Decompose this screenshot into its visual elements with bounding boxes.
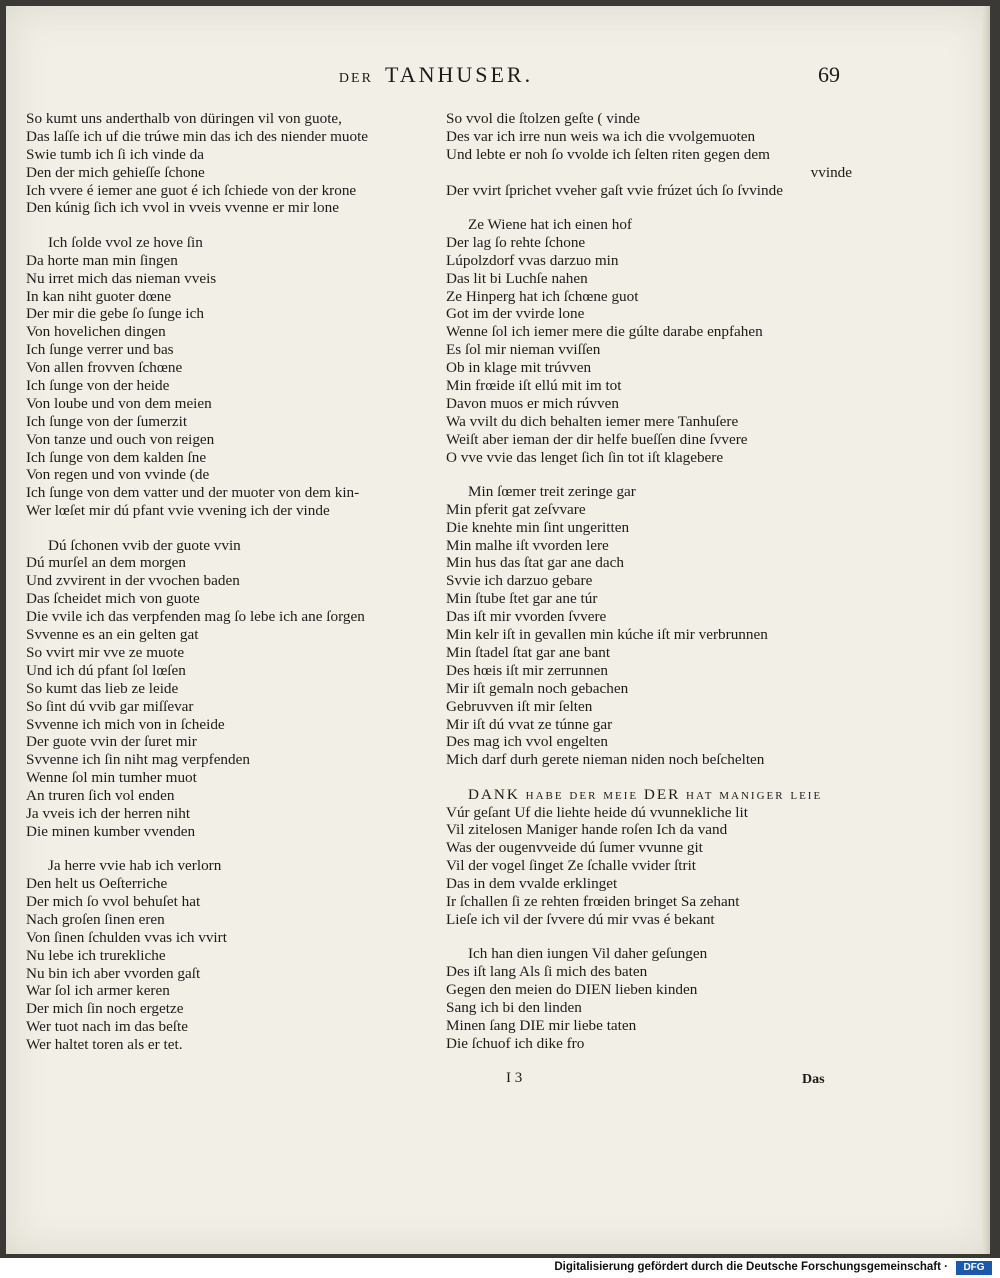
stanza (26, 234, 438, 520)
verse-line: Ze Wiene hat ich einen hof (468, 215, 632, 233)
verse-line: Ja vveis ich der herren niht (26, 804, 191, 822)
verse-line: Von hovelichen dingen (26, 323, 166, 341)
verse-line: Weiſt aber ieman der dir helfe bueſſen dine ſvvere (446, 430, 748, 448)
verse-line: Min hus das ſtat gar ane dach (446, 554, 624, 572)
verse-line: Den kúnig ſich ich vvol in vveis vvenne er mir lone (26, 199, 339, 217)
verse-line: Min ſtadel ſtat gar ane bant (446, 643, 611, 661)
verse-line: Svvenne ich ſin niht mag verpfenden (26, 751, 250, 769)
verse-line: Vil zitelosen Maniger hande roſen Ich da vand (446, 821, 728, 839)
verse-line: Gebruvven iſt mir ſelten (446, 697, 593, 715)
verse-line: Von tanze und ouch von reigen (26, 430, 215, 448)
verse-line: So vvirt mir vve ze muote (26, 643, 185, 661)
verse-line: Vil der vogel ſinget Ze ſchalle vvider ſtrit (446, 857, 697, 875)
verse-line: Von ſinen ſchulden vvas ich vvirt (26, 928, 227, 946)
verse-line: Das in dem vvalde erklinget (446, 875, 618, 893)
verse-line: Min malhe iſt vvorden lere (446, 536, 609, 554)
verse-line: Der mich ſo vvol behuſet hat (26, 893, 201, 911)
stanza (446, 483, 858, 769)
verse-line: Wer lœſet mir dú pfant vvie vvening ich der vinde (26, 502, 330, 520)
verse-line: Von loube und von dem meien (26, 394, 212, 412)
verse-line: Ze Hinperg hat ich ſchœne guot (446, 287, 639, 305)
verse-line: Lúpolzdorf vvas darzuo min (446, 251, 619, 269)
stanza (446, 216, 858, 466)
verse-line: Dú ſchonen vvib der guote vvin (48, 536, 241, 554)
verse-line: Nu lebe ich trurekliche (26, 946, 166, 964)
verse-line: Ir ſchallen ſi ze rehten frœiden bringet Sa zehant (446, 893, 740, 911)
stanza (446, 786, 858, 929)
verse-line: Svvenne ich mich von in ſcheide (26, 715, 225, 733)
footer-bar (0, 1258, 1000, 1278)
verse-line: O vve vvie das lenget ſich ſin tot iſt klagebere (446, 448, 724, 466)
verse-line: So ſint dú vvib gar miſſevar (26, 697, 194, 715)
verse-line: Nu irret mich das nieman vveis (26, 269, 217, 287)
verse-line: Der vvirt ſprichet vveher gaſt vvie frúzet úch ſo ſvvinde (446, 181, 783, 199)
verse-line: Min pferit gat zeſvvare (446, 500, 586, 518)
verse-line: Wenne ſol ich iemer mere die gúlte darabe enpfahen (446, 323, 763, 341)
verse-line: Min ſtube ſtet gar ane túr (446, 590, 598, 608)
verse-line: vvinde (810, 163, 852, 181)
verse-line: So kumt uns anderthalb von düringen vil von guote, (26, 110, 342, 127)
verse-line: Die vvile ich das verpfenden mag ſo lebe ich ane ſorgen (26, 608, 365, 626)
verse-line: Der mich ſin noch ergetze (26, 1000, 184, 1018)
verse-line: Mir iſt gemaln noch gebachen (446, 679, 629, 697)
verse-line: Ich ſunge von dem vatter und der muoter von dem kin- (26, 484, 360, 502)
verse-line: Ich ſunge von der ſumerzit (26, 412, 188, 430)
stanza (26, 857, 438, 1054)
verse-line: Der mir die gebe ſo ſunge ich (26, 305, 204, 323)
verse-line: Got im der vvirde lone (446, 305, 585, 323)
stanza (446, 945, 858, 1052)
verse-line: Wer tuot nach im das beſte (26, 1018, 188, 1036)
verse-line: Wa vvilt du dich behalten iemer mere Tanhuſere (446, 412, 739, 430)
verse-line: Ich ſolde vvol ze hove ſin (48, 233, 203, 251)
stanza (26, 110, 438, 217)
verse-line: Mich darf durh gerete nieman niden noch beſchelten (446, 751, 765, 769)
footer-credit: Digitalisierung gefördert durch die Deutsche Forschungsgemeinschaft · (554, 1261, 948, 1273)
running-head (306, 62, 566, 88)
catchword: Das (802, 1072, 825, 1087)
verse-line: Des mag ich vvol engelten (446, 733, 608, 751)
verse-line: Des var ich irre nun weis wa ich die vvolgemuoten (446, 127, 756, 145)
verse-line: Ich ſunge verrer und bas (26, 341, 174, 359)
verse-line: So vvol die ſtolzen geſte ( vinde (446, 110, 641, 127)
book-page (6, 6, 990, 1254)
verse-line: Da horte man min ſingen (26, 251, 178, 269)
stanza (446, 110, 858, 199)
verse-line: Swie tumb ich ſi ich vinde da (26, 145, 205, 163)
stanza (26, 537, 438, 841)
verse-line: Des hœis iſt mir zerrunnen (446, 661, 608, 679)
verse-line: Der lag ſo rehte ſchone (446, 233, 586, 251)
verse-line: Ob in klage mit trúvven (446, 359, 592, 377)
verse-line: Was der ougenvveide dú ſumer vvunne git (446, 839, 703, 857)
dfg-logo: DFG (956, 1261, 992, 1275)
running-head-der: DER (338, 71, 373, 86)
verse-line: Wer haltet toren als er tet. (26, 1036, 183, 1054)
verse-line: Die minen kumber vvenden (26, 822, 196, 840)
signature-mark: I 3 (506, 1070, 523, 1086)
page-number: 69 (818, 62, 840, 87)
verse-line: Ich ſunge von der heide (26, 376, 170, 394)
verse-line: Gegen den meien do DIEN lieben kinden (446, 981, 698, 999)
verse-line: Und lebte er noh ſo vvolde ich ſelten riten gegen dem (446, 145, 770, 163)
verse-line: Von allen frovven ſchœne (26, 359, 183, 377)
verse-line: Der guote vvin der ſuret mir (26, 733, 197, 751)
verse-line: Davon muos er mich rúvven (446, 394, 619, 412)
verse-line: Des iſt lang Als ſi mich des baten (446, 963, 648, 981)
verse-line: Ich vvere é iemer ane guot é ich ſchiede von der krone (26, 181, 357, 199)
verse-line: Den der mich gehieſſe ſchone (26, 163, 205, 181)
verse-line: Minen ſang DIE mir liebe taten (446, 1016, 637, 1034)
verse-line: Dú murſel an dem morgen (26, 554, 186, 572)
verse-line: Min frœide iſt ellú mit im tot (446, 376, 622, 394)
verse-line: DANK habe der meie DER hat maniger leie (468, 785, 823, 803)
verse-line: Min kelr iſt in gevallen min kúche iſt mir verbrunnen (446, 626, 768, 644)
verse-line: Von regen und von vvinde (de (26, 466, 210, 484)
verse-line: War ſol ich armer keren (26, 982, 170, 1000)
verse-line: Ich ſunge von dem kalden ſne (26, 448, 207, 466)
verse-line: Vúr geſant Uf die liehte heide dú vvunnekliche lit (446, 803, 748, 821)
verse-line: Ja herre vvie hab ich verlorn (48, 857, 222, 875)
verse-line: An truren ſich vol enden (26, 787, 175, 805)
verse-line: Die ſchuof ich dike fro (446, 1034, 585, 1052)
verse-line: So kumt das lieb ze leide (26, 679, 179, 697)
verse-line: Den helt us Oeſterriche (26, 875, 168, 893)
running-head-title: TANHUSER. (385, 62, 534, 87)
left-column (26, 110, 438, 1071)
verse-line: Lieſe ich vil der ſvvere dú mir vvas é bekant (446, 910, 715, 928)
right-column (446, 110, 858, 1069)
page-edge (982, 6, 990, 1254)
verse-line: Das laſſe ich uf die trúwe min das ich des niender muote (26, 127, 369, 145)
verse-line: Und zvvirent in der vvochen baden (26, 572, 240, 590)
verse-line: Wenne ſol min tumher muot (26, 769, 197, 787)
verse-line: Min ſœmer treit zeringe gar (468, 482, 636, 500)
verse-line: Die knehte min ſint ungeritten (446, 518, 630, 536)
verse-line: Svvie ich darzuo gebare (446, 572, 593, 590)
verse-line: Es ſol mir nieman vviſſen (446, 341, 601, 359)
verse-line: Mir iſt dú vvat ze túnne gar (446, 715, 613, 733)
verse-line: Das lit bi Luchſe nahen (446, 269, 588, 287)
verse-line: Sang ich bi den linden (446, 998, 582, 1016)
verse-line: Nach groſen ſinen eren (26, 910, 165, 928)
verse-line: Das ſcheidet mich von guote (26, 590, 200, 608)
verse-line: Nu bin ich aber vvorden gaſt (26, 964, 201, 982)
verse-line: Ich han dien iungen Vil daher geſungen (468, 945, 708, 963)
verse-line: Das iſt mir vvorden ſvvere (446, 608, 607, 626)
verse-line: Svvenne es an ein gelten gat (26, 626, 199, 644)
verse-line: In kan niht guoter dœne (26, 287, 172, 305)
verse-line: Und ich dú pfant ſol lœſen (26, 661, 186, 679)
